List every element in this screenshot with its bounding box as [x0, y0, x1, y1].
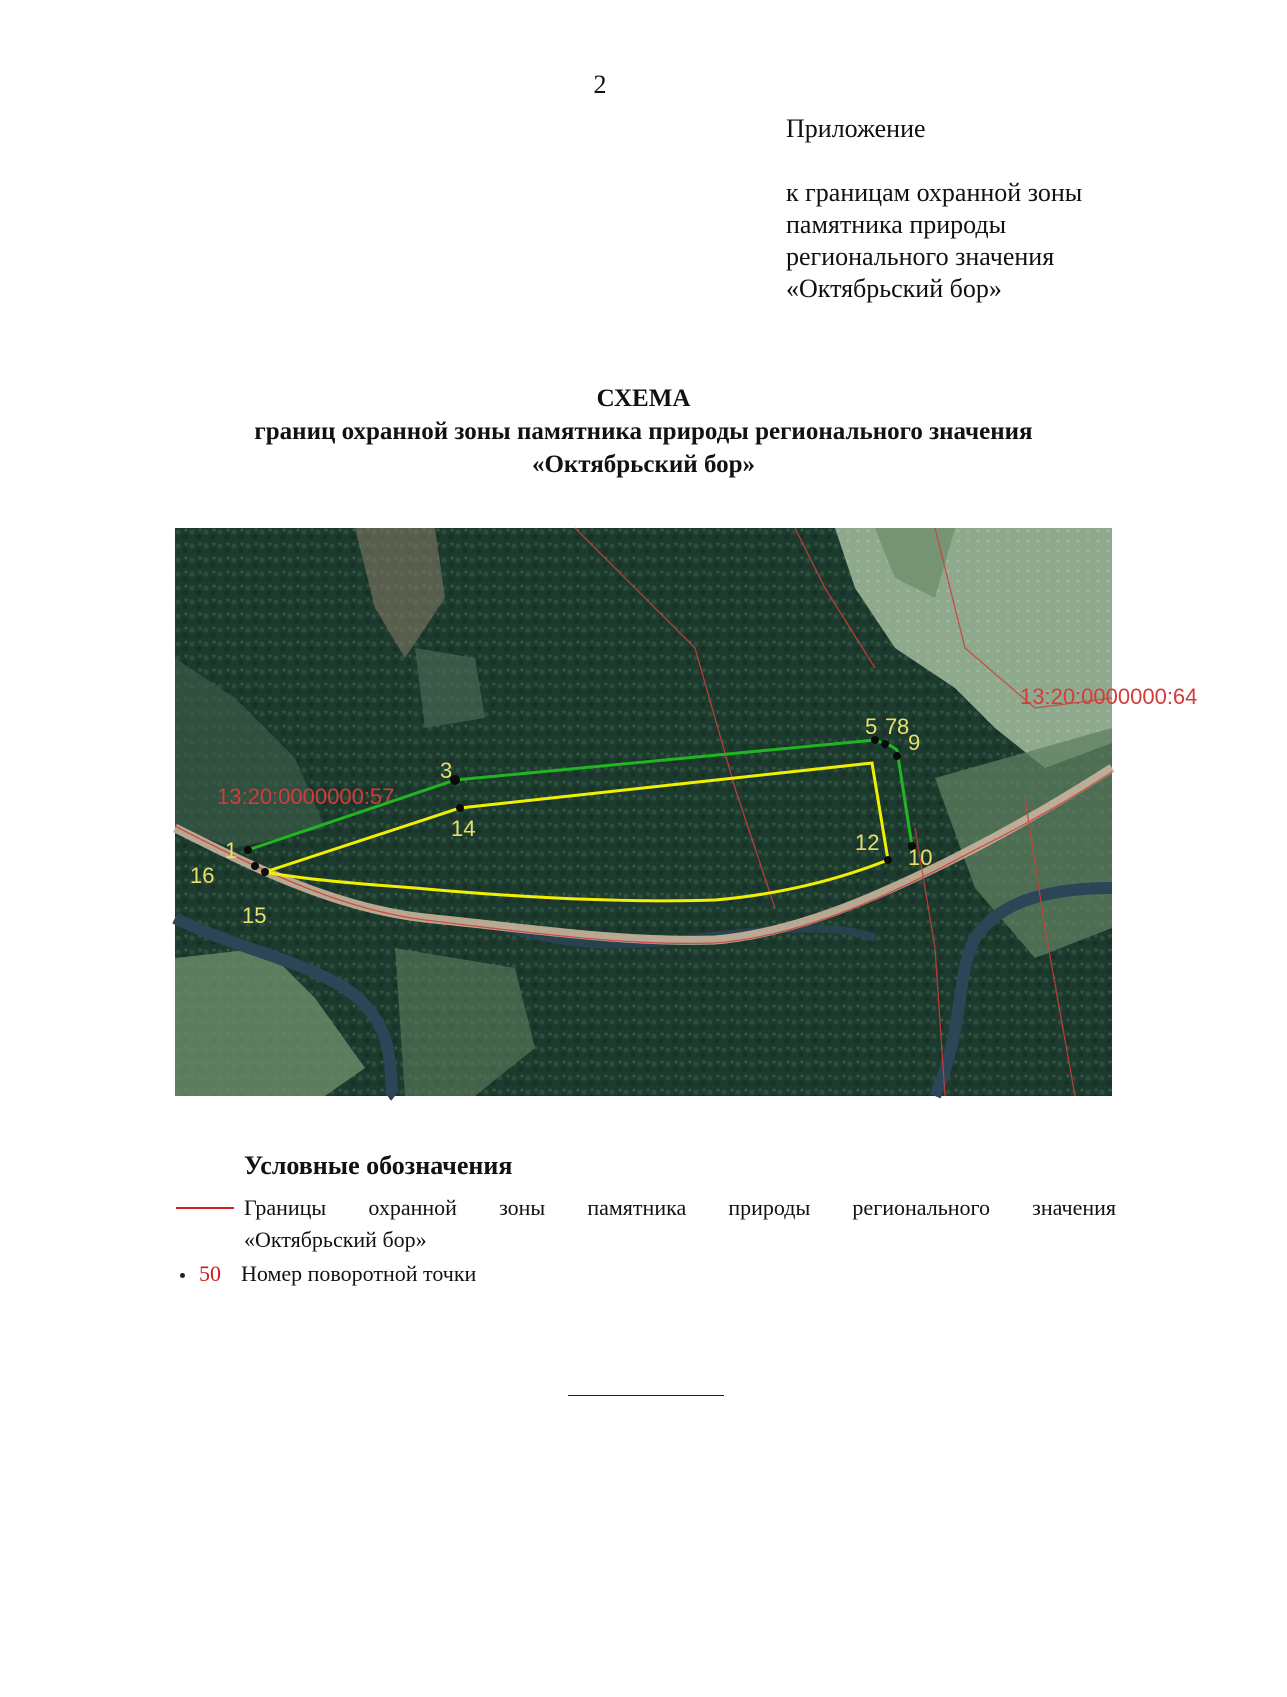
map-canvas — [175, 528, 1198, 1096]
clearing — [415, 648, 485, 728]
point-label: 9 — [908, 730, 921, 755]
point-label: 8 — [897, 714, 910, 739]
appendix-block — [786, 113, 1082, 305]
legend-point-text: Номер поворотной точки — [241, 1261, 477, 1286]
legend-boundary-text-cont: «Октябрьский бор» — [244, 1227, 427, 1252]
point-label: 15 — [242, 903, 267, 928]
end-divider — [568, 1395, 724, 1396]
point-label: 16 — [190, 863, 215, 888]
cadastral-label: 13:20:0000000:57 — [217, 784, 395, 809]
appendix-line: памятника природы — [786, 210, 1007, 239]
legend-boundary-item — [176, 1192, 1116, 1256]
appendix-line: к границам охранной зоны — [786, 178, 1083, 207]
legend-point-sample: 50 — [199, 1261, 221, 1286]
scheme-title — [0, 382, 1287, 481]
point-label: 5 — [865, 714, 878, 739]
scheme-title-line2: границ охранной зоны памятника природы регионального значения — [254, 418, 1033, 445]
appendix-line: «Октябрьский бор» — [786, 274, 1002, 303]
satellite-map — [175, 528, 1198, 1096]
point-label: 12 — [855, 830, 880, 855]
page-number: 2 — [593, 70, 607, 99]
point-label: 7 — [885, 714, 898, 739]
cadastral-label: 13:20:0000000:64 — [1020, 684, 1198, 709]
point-label: 14 — [451, 816, 476, 841]
appendix-line: регионального значения — [786, 242, 1055, 271]
scheme-title-line1: СХЕМА — [596, 385, 691, 412]
legend-boundary-text: Границы охранной зоны памятника природы регионального значения — [244, 1195, 1116, 1220]
point-label: 3 — [440, 758, 453, 783]
appendix-title: Приложение — [786, 114, 926, 143]
scheme-title-line3: «Октябрьский бор» — [531, 451, 756, 478]
point-dot-icon — [180, 1273, 185, 1278]
legend-title: Условные обозначения — [244, 1151, 513, 1180]
point-label: 1 — [225, 838, 238, 863]
red-line-icon — [176, 1207, 234, 1209]
legend-point-item — [176, 1258, 476, 1290]
point-label: 10 — [908, 845, 933, 870]
